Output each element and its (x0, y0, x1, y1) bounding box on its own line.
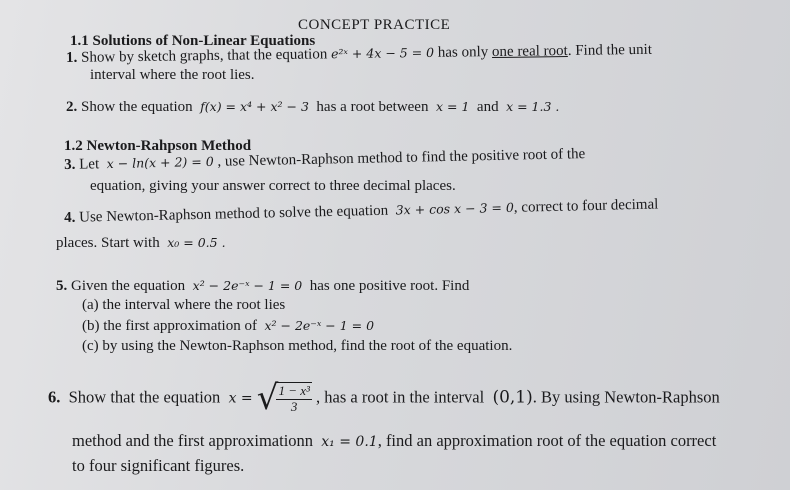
question-6-line-2: method and the first approximationn x₁ = 0.1, find an approximation root of the equation correct (72, 431, 717, 450)
question-2-equation: f(x) = x⁴ + x² − 3 (200, 99, 309, 114)
question-4-equation: 3x + cos x − 3 = 0 (395, 199, 514, 218)
question-2: 2. Show the equation f(x) = x⁴ + x² − 3 has a root between x = 1 and x = 1.3 . (66, 99, 560, 115)
question-3-line-1: 3. Let x − ln(x + 2) = 0 , use Newton-Raphson method to find the positive root of the (64, 146, 586, 173)
question-1-line-1: 1. Show by sketch graphs, that the equation e²ˣ + 4x − 5 = 0 has only one real root. Find the unit (66, 41, 653, 66)
question-4-line-1: 4. Use Newton-Raphson method to solve the equation 3x + cos x − 3 = 0, correct to four decimal (64, 196, 659, 226)
question-6-line-1: 6. Show that the equation x = √ $\frac{\text{1 − x³}}{3}$ , has a root in the interval (0,1). By using Newton-Raphson (48, 378, 720, 418)
question-5-line-1: 5. Given the equation x² − 2e⁻ˣ − 1 = 0 has one positive root. Find (56, 278, 470, 294)
question-1-equation: e²ˣ + 4x − 5 = 0 (330, 44, 435, 62)
radical-sign: √ (256, 378, 279, 418)
question-4-line-2: places. Start with x₀ = 0.5 . (56, 235, 226, 251)
question-5-part-a: (a) the interval where the root lies (82, 297, 286, 313)
question-6-number: 6. (48, 387, 61, 407)
question-5-number: 5. (56, 278, 68, 294)
question-4-number: 4. (64, 209, 76, 226)
page-title: CONCEPT PRACTICE (298, 17, 451, 33)
question-3-number: 3. (64, 156, 76, 173)
question-5-equation: x² − 2e⁻ˣ − 1 = 0 (192, 278, 303, 293)
question-1-number: 1. (66, 49, 78, 66)
question-1-line-2: interval where the root lies. (90, 67, 255, 83)
section-heading-1-2: 1.2 Newton-Rahpson Method (64, 138, 252, 154)
question-3-equation: x − ln(x + 2) = 0 (106, 153, 214, 172)
question-3-line-2: equation, giving your answer correct to three decimal places. (90, 178, 456, 194)
question-6-line-3: to four significant figures. (72, 456, 245, 475)
underlined-text: one real root (491, 42, 568, 61)
question-5-part-b: (b) the first approximation of x² − 2e⁻ˣ − 1 = 0 (82, 318, 375, 334)
section-heading-1-1: 1.1 Solutions of Non-Linear Equations (70, 33, 316, 49)
square-root-expression: √ $\frac{\text{1 − x³}}{3}$ (256, 378, 310, 418)
question-2-number: 2. (66, 99, 78, 115)
question-5-part-c: (c) by using the Newton-Raphson method, find the root of the equation. (82, 338, 513, 354)
